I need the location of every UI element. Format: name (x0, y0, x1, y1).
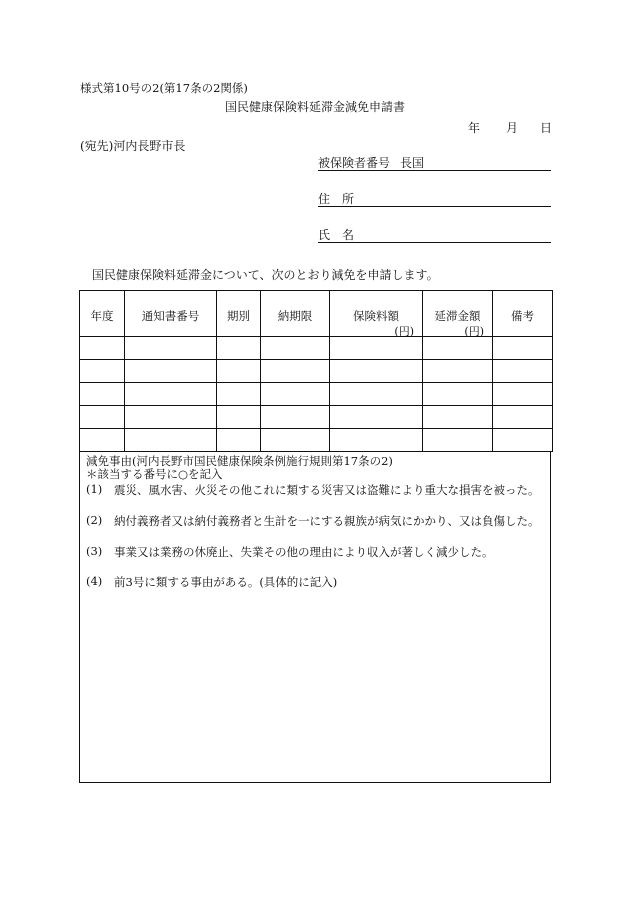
table-cell[interactable] (423, 337, 493, 360)
insured-number-prefix: 長国 (400, 156, 425, 170)
insured-number-label: 被保険者番号 (318, 156, 391, 170)
table-cell[interactable] (423, 360, 493, 383)
table-cell[interactable] (493, 429, 553, 452)
table-cell[interactable] (330, 360, 423, 383)
reason-instruction: ＊該当する番号に○を記入 (86, 467, 223, 481)
table-cell[interactable] (125, 406, 217, 429)
column-header: 通知書番号 (125, 291, 217, 337)
reason-text: 納付義務者又は納付義務者と生計を一にする親族が病気にかかり、又は負傷した。 (114, 514, 540, 528)
table-header-row (80, 291, 553, 337)
table-cell[interactable] (217, 360, 261, 383)
table-cell[interactable] (261, 360, 330, 383)
intro-text: 国民健康保険料延滞金について、次のとおり減免を申請します。 (92, 268, 439, 282)
application-table (79, 290, 553, 452)
table-row (80, 383, 553, 406)
table-cell[interactable] (493, 406, 553, 429)
name-field[interactable] (318, 226, 551, 243)
table-cell[interactable] (80, 337, 125, 360)
table-cell[interactable] (217, 383, 261, 406)
table-cell[interactable] (80, 383, 125, 406)
table-row (80, 337, 553, 360)
column-unit: (円) (464, 325, 484, 338)
column-unit: (円) (394, 325, 414, 338)
form-title: 国民健康保険料延滞金減免申請書 (224, 100, 405, 114)
table-row (80, 429, 553, 452)
table-cell[interactable] (261, 406, 330, 429)
table-cell[interactable] (80, 360, 125, 383)
reason-number: (2) (86, 513, 103, 527)
table-cell[interactable] (80, 406, 125, 429)
addressee: (宛先)河内長野市長 (80, 139, 186, 153)
table-cell[interactable] (125, 360, 217, 383)
reason-text: 震災、風水害、火災その他これに類する災害又は盗難により重大な損害を被った。 (114, 483, 540, 497)
table-cell[interactable] (493, 337, 553, 360)
reason-number: (4) (86, 574, 103, 588)
form-number: 様式第10号の2(第17条の2関係) (80, 81, 248, 95)
table-cell[interactable] (423, 429, 493, 452)
table-cell[interactable] (217, 406, 261, 429)
reduction-reason-section[interactable] (79, 451, 551, 783)
name-label: 氏 名 (318, 228, 355, 242)
table-cell[interactable] (330, 429, 423, 452)
table-cell[interactable] (217, 429, 261, 452)
table-cell[interactable] (125, 337, 217, 360)
table-cell[interactable] (125, 383, 217, 406)
column-header: 保険料額 (円) (330, 291, 423, 337)
reason-number: (3) (86, 544, 103, 558)
reason-number: (1) (86, 482, 103, 496)
table-cell[interactable] (261, 429, 330, 452)
table-cell[interactable] (423, 383, 493, 406)
date-day-label: 日 (540, 121, 553, 135)
date-year-label: 年 (468, 121, 481, 135)
reason-text: 前3号に類する事由がある。(具体的に記入) (114, 575, 338, 589)
column-header: 延滞金額 (円) (423, 291, 493, 337)
column-header: 期別 (217, 291, 261, 337)
address-field[interactable] (318, 190, 551, 207)
column-header: 年度 (80, 291, 125, 337)
table-cell[interactable] (217, 337, 261, 360)
table-cell[interactable] (261, 383, 330, 406)
table-cell[interactable] (80, 429, 125, 452)
table-cell[interactable] (423, 406, 493, 429)
column-header: 納期限 (261, 291, 330, 337)
table-cell[interactable] (493, 360, 553, 383)
table-row (80, 360, 553, 383)
date-month-label: 月 (506, 121, 519, 135)
table-row (80, 406, 553, 429)
address-label: 住 所 (318, 192, 355, 206)
column-header: 備考 (493, 291, 553, 337)
table-cell[interactable] (330, 383, 423, 406)
table-cell[interactable] (330, 406, 423, 429)
insured-number-field[interactable] (318, 154, 551, 171)
table-cell[interactable] (261, 337, 330, 360)
table-cell[interactable] (125, 429, 217, 452)
table-cell[interactable] (330, 337, 423, 360)
reason-heading: 減免事由(河内長野市国民健康保険条例施行規則第17条の2) (86, 454, 393, 468)
reason-text: 事業又は業務の休廃止、失業その他の理由により収入が著しく減少した。 (114, 545, 494, 559)
table-cell[interactable] (493, 383, 553, 406)
